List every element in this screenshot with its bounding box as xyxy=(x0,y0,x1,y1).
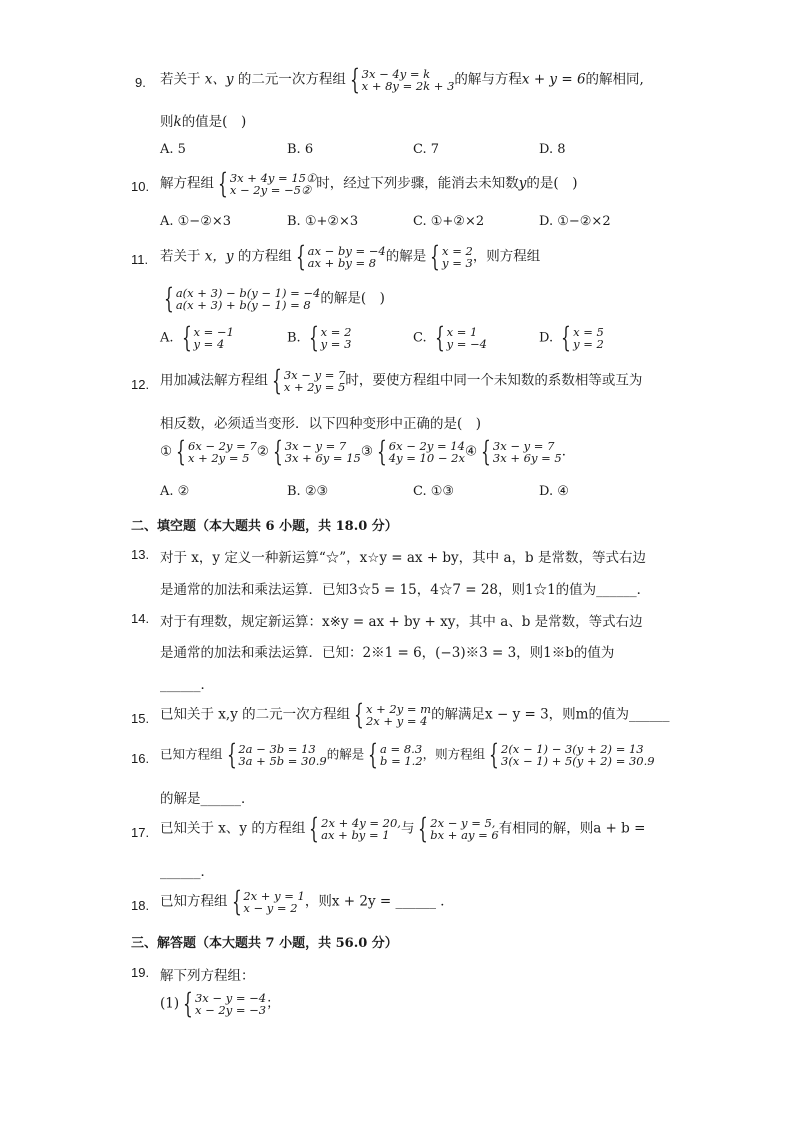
q12-pre: 用加减法解方程组 xyxy=(160,372,268,389)
q11-option-b-r1: x = 2 xyxy=(320,325,352,339)
q18-eq1: 2x + y = 1 xyxy=(243,889,305,903)
q11-solution xyxy=(426,240,473,273)
q17-stem xyxy=(160,812,646,845)
q11-option-c-label: C. xyxy=(413,330,427,346)
q17-post: 有相同的解，则a + b = xyxy=(498,820,646,837)
q12-form2-r1: 3x − y = 7 xyxy=(284,439,347,453)
q17-mid: 与 xyxy=(400,820,415,837)
q16-eq4: 3(x − 1) + 5(y + 2) = 30.9 xyxy=(501,754,655,768)
q9-line2 xyxy=(160,110,246,130)
q16-eq3: 2(x − 1) − 3(y + 2) = 13 xyxy=(501,742,644,756)
q9-eq1: 3x − 4y = k xyxy=(361,67,431,81)
q11-option-d-r2: y = 2 xyxy=(573,337,604,351)
q16-post2: ，则方程组 xyxy=(422,746,486,762)
q19-part1 xyxy=(160,987,280,1020)
brace: { xyxy=(272,435,283,468)
q15-eq2: 2x + y = 4 xyxy=(365,714,428,728)
q15-pre: 已知关于 x,y 的二元一次方程组 xyxy=(160,706,351,723)
q9-option-b[interactable]: B. 6 xyxy=(287,142,314,157)
q17-eq1: 2x + 4y = 20, xyxy=(321,816,401,830)
q9-option-d[interactable]: D. 8 xyxy=(539,142,566,157)
q19-eq2: x − 2y = −3 xyxy=(194,1003,267,1017)
q15-system xyxy=(350,698,432,731)
q12-end: ． xyxy=(561,443,576,460)
q9-post2: 的解相同, xyxy=(585,71,644,88)
brace: { xyxy=(308,321,319,354)
q11-eq1: ax − by = −4 xyxy=(307,244,386,258)
q16-line2: 的解是______． xyxy=(160,791,255,807)
q11-pre: 若关于 xyxy=(160,248,201,265)
q15-post: 的解满足x − y = 3，则m的值为______ xyxy=(431,706,670,723)
section-answer-title: 三、解答题（本大题共 7 小题，共 56.0 分） xyxy=(131,936,398,951)
q16-s2: b = 1.2 xyxy=(380,754,423,768)
q16-system2 xyxy=(485,738,655,771)
q13-line1: 对于 x，y 定义一种新运算“☆”，x☆y = ax + by，其中 a，b 是常数，等式右边 xyxy=(160,550,646,566)
q17-eq3: 2x − y = 5, xyxy=(430,816,496,830)
q12-form4-r2: 3x + 6y = 5 xyxy=(492,451,562,465)
q9-post: 的解与方程 xyxy=(454,71,522,88)
q18-system xyxy=(228,885,305,918)
q9-line2-pre: 则 xyxy=(160,114,174,130)
q16-pre: 已知方程组 xyxy=(160,746,223,762)
q10-y: y xyxy=(518,175,527,192)
q15-number: 15. xyxy=(131,711,150,726)
brace: { xyxy=(349,63,360,96)
q11-option-c-r1: x = 1 xyxy=(446,325,478,339)
q10-number: 10. xyxy=(131,179,150,194)
q13-line2: 是通常的加法和乘法运算．已知3☆5 = 15，4☆7 = 28，则1☆1的值为______． xyxy=(160,582,651,598)
q12-form1-r1: 6x − 2y = 7 xyxy=(187,439,257,453)
q9-mid: 的二元一次方程组 xyxy=(237,71,346,88)
q12-form3-mark: ③ xyxy=(360,443,373,460)
q9-vars: x、y xyxy=(204,71,234,88)
q11-post3: 的解是( ) xyxy=(320,290,385,307)
q12-option-a[interactable]: A. ② xyxy=(160,484,190,499)
brace: { xyxy=(164,282,174,315)
brace: { xyxy=(272,364,282,397)
q16-eq2: 3a + 5b = 30.9 xyxy=(238,754,327,768)
q12-form2-mark: ② xyxy=(256,443,269,460)
q11-option-d-r1: x = 5 xyxy=(573,325,604,339)
q18-pre: 已知方程组 xyxy=(160,893,228,910)
q15-stem xyxy=(160,698,670,731)
brace: { xyxy=(218,167,228,200)
q17-eq2: ax + by = 1 xyxy=(321,828,390,842)
brace: { xyxy=(376,435,387,468)
brace: { xyxy=(489,738,499,771)
q12-eq1: 3x − y = 7 xyxy=(283,368,346,382)
q10-option-d[interactable]: D. ①−②×2 xyxy=(539,214,611,229)
q19-number: 19. xyxy=(131,965,150,980)
q12-number: 12. xyxy=(131,377,150,392)
q17-system2 xyxy=(414,812,499,845)
q17-eq4: bx + ay = 6 xyxy=(430,828,499,842)
q12-line2: 相反数，必须适当变形．以下四种变形中正确的是( ) xyxy=(160,416,482,432)
brace: { xyxy=(183,987,193,1020)
brace: { xyxy=(226,738,237,771)
q11-mid: 的方程组 xyxy=(237,248,292,265)
q19-end: ； xyxy=(266,995,280,1012)
q12-form3-r2: 4y = 10 − 2x xyxy=(388,451,465,465)
q11-eq2: ax + by = 8 xyxy=(307,256,377,270)
q18-eq2: x − y = 2 xyxy=(243,901,298,915)
q18-number: 18. xyxy=(131,898,150,913)
q12-option-d[interactable]: D. ④ xyxy=(539,484,569,499)
q11-option-a[interactable] xyxy=(160,321,234,354)
q9-option-c[interactable]: C. 7 xyxy=(413,142,440,157)
q11-s2: y = 3 xyxy=(442,256,473,270)
q12-form2-r2: 3x + 6y = 15 xyxy=(284,451,361,465)
q17-pre: 已知关于 x、y 的方程组 xyxy=(160,820,306,837)
q13-number: 13. xyxy=(131,547,150,562)
q9-number: 9. xyxy=(135,75,146,90)
q9-stem xyxy=(160,63,644,96)
q14-line2: 是通常的加法和乘法运算．已知：2※1 = 6，(−3)※3 = 3，则1※b的值为 xyxy=(160,645,615,661)
q11-stem xyxy=(160,240,541,273)
q14-number: 14. xyxy=(131,611,150,626)
q19-p1-label: (1) xyxy=(160,995,180,1012)
q10-option-b[interactable]: B. ①+②×3 xyxy=(287,214,359,229)
q11-option-a-label: A. xyxy=(160,330,174,346)
q12-forms xyxy=(160,435,576,468)
q10-option-c[interactable]: C. ①+②×2 xyxy=(413,214,485,229)
q10-stem xyxy=(160,167,578,200)
q16-solution xyxy=(364,738,423,771)
q10-option-a[interactable]: A. ①−②×3 xyxy=(160,214,232,229)
q12-system xyxy=(268,364,346,397)
q12-eq2: x + 2y = 5 xyxy=(283,380,346,394)
q12-option-b[interactable]: B. ②③ xyxy=(287,484,329,499)
q15-eq1: x + 2y = m xyxy=(365,702,432,716)
brace: { xyxy=(368,738,379,771)
q17-system1 xyxy=(305,812,401,845)
brace: { xyxy=(561,321,572,354)
q12-option-c[interactable]: C. ①③ xyxy=(413,484,455,499)
q9-eq3: x + y = 6 xyxy=(521,71,586,88)
q18-post: ，则x + 2y = ______ ． xyxy=(304,893,454,910)
q12-form3-r1: 6x − 2y = 14 xyxy=(388,439,465,453)
q11-option-c-r2: y = −4 xyxy=(446,337,487,351)
q10-eq2: x − 2y = −5② xyxy=(229,183,312,197)
brace: { xyxy=(418,812,429,845)
section-fill-in-title: 二、填空题（本大题共 6 小题，共 18.0 分） xyxy=(131,519,398,534)
q11-option-b-r2: y = 3 xyxy=(320,337,352,351)
brace: { xyxy=(231,885,242,918)
brace: { xyxy=(354,698,364,731)
q17-line2: ______． xyxy=(160,864,214,880)
q9-k: k xyxy=(173,114,182,130)
q16-s1: a = 8.3 xyxy=(380,742,423,756)
q18-stem xyxy=(160,885,454,918)
q12-form4-r1: 3x − y = 7 xyxy=(492,439,555,453)
q14-line1: 对于有理数，规定新运算：x※y = ax + by + xy，其中 a、b 是常数，等式右边 xyxy=(160,614,643,630)
q11-system1 xyxy=(292,240,386,273)
q10-eq1: 3x + 4y = 15① xyxy=(229,171,317,185)
q11-eq3: a(x + 3) − b(y − 1) = −4 xyxy=(175,286,321,300)
q16-number: 16. xyxy=(131,751,150,766)
brace: { xyxy=(181,321,192,354)
q11-s1: x = 2 xyxy=(442,244,473,258)
q11-eq4: a(x + 3) + b(y − 1) = 8 xyxy=(175,298,311,312)
q19-eq1: 3x − y = −4 xyxy=(194,991,267,1005)
brace: { xyxy=(481,435,491,468)
q11-option-c[interactable] xyxy=(413,321,487,354)
q12-form1-mark: ① xyxy=(160,443,173,460)
q10-system xyxy=(214,167,317,200)
brace: { xyxy=(434,321,445,354)
q9-line2-post: 的值是( ) xyxy=(181,114,247,130)
q11-option-b[interactable] xyxy=(287,321,352,354)
q11-option-a-r2: y = 4 xyxy=(193,337,225,351)
q12-post: 时，要使方程组中同一个未知数的系数相等或互为 xyxy=(345,372,643,389)
q11-system2 xyxy=(160,282,321,315)
brace: { xyxy=(295,240,306,273)
q17-number: 17. xyxy=(131,825,150,840)
brace: { xyxy=(176,435,186,468)
q11-line2 xyxy=(160,282,385,315)
q14-line3: ______． xyxy=(160,677,214,693)
q11-vars: x，y xyxy=(204,248,234,265)
q11-post2: ，则方程组 xyxy=(472,248,541,265)
q16-stem xyxy=(160,738,655,771)
brace: { xyxy=(309,812,320,845)
q11-option-d[interactable] xyxy=(539,321,604,354)
q19-system xyxy=(179,987,267,1020)
q11-option-a-r1: x = −1 xyxy=(193,325,234,339)
q10-post2: 的是( ) xyxy=(526,175,578,192)
q19-title: 解下列方程组： xyxy=(160,968,255,984)
q16-system1 xyxy=(223,738,327,771)
q11-option-b-label: B. xyxy=(287,330,301,346)
q12-form4-mark: ④ xyxy=(464,443,478,460)
q11-option-d-label: D. xyxy=(539,330,554,346)
q12-stem xyxy=(160,364,643,397)
q10-pre: 解方程组 xyxy=(160,175,214,192)
q11-number: 11. xyxy=(131,252,149,267)
q9-option-a[interactable]: A. 5 xyxy=(160,142,186,157)
q16-eq1: 2a − 3b = 13 xyxy=(238,742,316,756)
q16-post: 的解是 xyxy=(326,746,365,762)
q12-form1-r2: x + 2y = 5 xyxy=(187,451,250,465)
q9-eq2: x + 8y = 2k + 3 xyxy=(361,79,455,93)
q10-post: 时，经过下列步骤，能消去未知数 xyxy=(316,175,519,192)
q9-pre: 若关于 xyxy=(160,71,201,88)
q9-system xyxy=(346,63,455,96)
brace: { xyxy=(430,240,441,273)
q11-post: 的解是 xyxy=(385,248,427,265)
